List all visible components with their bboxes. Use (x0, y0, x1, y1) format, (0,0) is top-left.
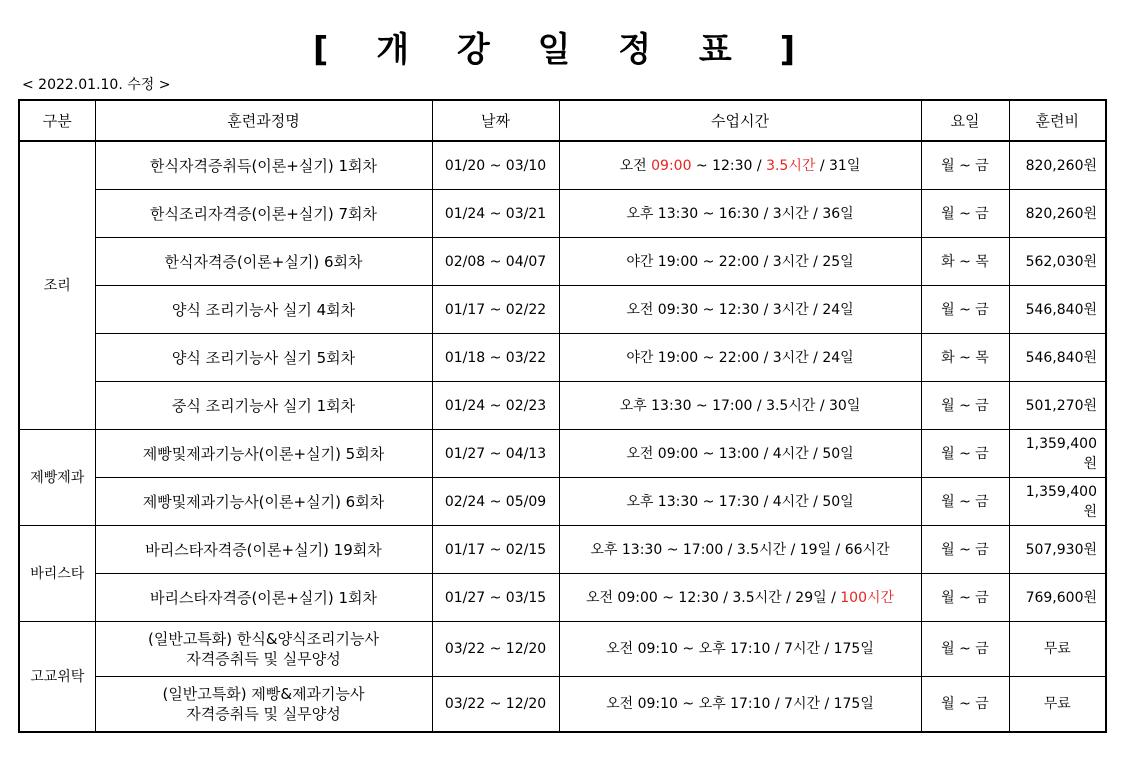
category-cell: 고교위탁 (19, 622, 95, 733)
date-cell: 02/24 ~ 05/09 (432, 478, 559, 526)
fee-cell: 501,270원 (1009, 382, 1106, 430)
revision-date: < 2022.01.10. 수정 > (22, 77, 171, 93)
time-segment: 오후 13:30 ~ 17:00 / 3.5시간 / 30일 (619, 397, 861, 414)
course-name-cell: 제빵및제과기능사(이론+실기) 6회차 (95, 478, 432, 526)
table-row (19, 677, 1106, 733)
header-category: 구분 (19, 100, 95, 141)
fee-cell: 507,930원 (1009, 526, 1106, 574)
time-segment: 오후 13:30 ~ 16:30 / 3시간 / 36일 (626, 205, 854, 222)
class-time-cell (559, 334, 921, 382)
weekday-cell: 화 ~ 목 (921, 238, 1009, 286)
table-row (19, 430, 1106, 478)
weekday-cell: 월 ~ 금 (921, 622, 1009, 677)
table-row (19, 574, 1106, 622)
course-name-cell: (일반고특화) 한식&양식조리기능사 자격증취득 및 실무양성 (95, 622, 432, 677)
time-segment: 오전 09:30 ~ 12:30 / 3시간 / 24일 (626, 301, 854, 318)
class-time-cell (559, 382, 921, 430)
class-time-cell (559, 677, 921, 733)
weekday-cell: 화 ~ 목 (921, 334, 1009, 382)
fee-cell: 1,359,400원 (1009, 478, 1106, 526)
schedule-body (19, 141, 1106, 732)
table-row (19, 622, 1106, 677)
date-cell: 01/27 ~ 04/13 (432, 430, 559, 478)
time-segment: 오전 09:10 ~ 오후 17:10 / 7시간 / 175일 (606, 696, 874, 712)
header-class-time: 수업시간 (559, 100, 921, 141)
table-row (19, 141, 1106, 190)
category-cell: 조리 (19, 141, 95, 430)
time-segment: / 31일 (815, 157, 861, 174)
date-cell: 01/20 ~ 03/10 (432, 141, 559, 190)
course-name-cell: 바리스타자격증(이론+실기) 1회차 (95, 574, 432, 622)
category-cell: 제빵제과 (19, 430, 95, 526)
date-cell: 02/08 ~ 04/07 (432, 238, 559, 286)
weekday-cell: 월 ~ 금 (921, 478, 1009, 526)
fee-cell: 무료 (1009, 677, 1106, 733)
date-cell: 01/24 ~ 03/21 (432, 190, 559, 238)
page-title: [ 개 강 일 정 표 ] (312, 30, 814, 70)
header-course-name: 훈련과정명 (95, 100, 432, 141)
date-cell: 01/17 ~ 02/15 (432, 526, 559, 574)
time-segment: 오전 (619, 157, 652, 174)
course-name-cell: 제빵및제과기능사(이론+실기) 5회차 (95, 430, 432, 478)
header-weekday: 요일 (921, 100, 1009, 141)
weekday-cell: 월 ~ 금 (921, 141, 1009, 190)
time-segment: 오전 09:00 ~ 12:30 / 3.5시간 / 29일 / (585, 589, 841, 606)
category-cell: 바리스타 (19, 526, 95, 622)
class-time-cell (559, 141, 921, 190)
fee-cell: 546,840원 (1009, 286, 1106, 334)
fee-cell: 1,359,400원 (1009, 430, 1106, 478)
fee-cell: 546,840원 (1009, 334, 1106, 382)
course-name-cell: 한식자격증취득(이론+실기) 1회차 (95, 141, 432, 190)
course-name-cell: 중식 조리기능사 실기 1회차 (95, 382, 432, 430)
date-cell: 03/22 ~ 12/20 (432, 677, 559, 733)
class-time-cell (559, 430, 921, 478)
course-name-cell: 양식 조리기능사 실기 5회차 (95, 334, 432, 382)
weekday-cell: 월 ~ 금 (921, 430, 1009, 478)
table-row (19, 478, 1106, 526)
class-time-cell (559, 286, 921, 334)
fee-cell: 562,030원 (1009, 238, 1106, 286)
course-name-cell: 한식조리자격증(이론+실기) 7회차 (95, 190, 432, 238)
time-segment: 오후 13:30 ~ 17:00 / 3.5시간 / 19일 / 66시간 (590, 541, 890, 558)
highlighted-time-segment: 3.5시간 (766, 157, 816, 174)
course-name-cell: 바리스타자격증(이론+실기) 19회차 (95, 526, 432, 574)
course-name-cell: 한식자격증(이론+실기) 6회차 (95, 238, 432, 286)
header-date: 날짜 (432, 100, 559, 141)
weekday-cell: 월 ~ 금 (921, 190, 1009, 238)
time-segment: 오전 09:10 ~ 오후 17:10 / 7시간 / 175일 (606, 641, 874, 657)
table-row (19, 334, 1106, 382)
class-time-cell (559, 238, 921, 286)
fee-cell: 820,260원 (1009, 141, 1106, 190)
weekday-cell: 월 ~ 금 (921, 382, 1009, 430)
course-name-cell: (일반고특화) 제빵&제과기능사 자격증취득 및 실무양성 (95, 677, 432, 733)
class-time-cell (559, 190, 921, 238)
table-row (19, 190, 1106, 238)
time-segment: 오후 13:30 ~ 17:30 / 4시간 / 50일 (626, 493, 854, 510)
date-cell: 01/24 ~ 02/23 (432, 382, 559, 430)
time-segment: ~ 12:30 / (691, 157, 767, 174)
date-cell: 01/18 ~ 03/22 (432, 334, 559, 382)
class-time-cell (559, 574, 921, 622)
date-cell: 03/22 ~ 12/20 (432, 622, 559, 677)
date-cell: 01/27 ~ 03/15 (432, 574, 559, 622)
table-header-row (19, 100, 1106, 141)
weekday-cell: 월 ~ 금 (921, 526, 1009, 574)
fee-cell: 820,260원 (1009, 190, 1106, 238)
weekday-cell: 월 ~ 금 (921, 286, 1009, 334)
fee-cell: 무료 (1009, 622, 1106, 677)
weekday-cell: 월 ~ 금 (921, 574, 1009, 622)
fee-cell: 769,600원 (1009, 574, 1106, 622)
table-row (19, 286, 1106, 334)
highlighted-time-segment: 09:00 (651, 157, 692, 174)
class-time-cell (559, 622, 921, 677)
course-name-cell: 양식 조리기능사 실기 4회차 (95, 286, 432, 334)
weekday-cell: 월 ~ 금 (921, 677, 1009, 733)
header-fee: 훈련비 (1009, 100, 1106, 141)
date-cell: 01/17 ~ 02/22 (432, 286, 559, 334)
class-time-cell (559, 478, 921, 526)
time-segment: 야간 19:00 ~ 22:00 / 3시간 / 24일 (626, 349, 854, 366)
table-row (19, 526, 1106, 574)
highlighted-time-segment: 100시간 (840, 589, 895, 606)
table-row (19, 382, 1106, 430)
time-segment: 야간 19:00 ~ 22:00 / 3시간 / 25일 (626, 253, 854, 270)
table-row (19, 238, 1106, 286)
schedule-table (18, 99, 1107, 733)
class-time-cell (559, 526, 921, 574)
time-segment: 오전 09:00 ~ 13:00 / 4시간 / 50일 (626, 445, 854, 462)
